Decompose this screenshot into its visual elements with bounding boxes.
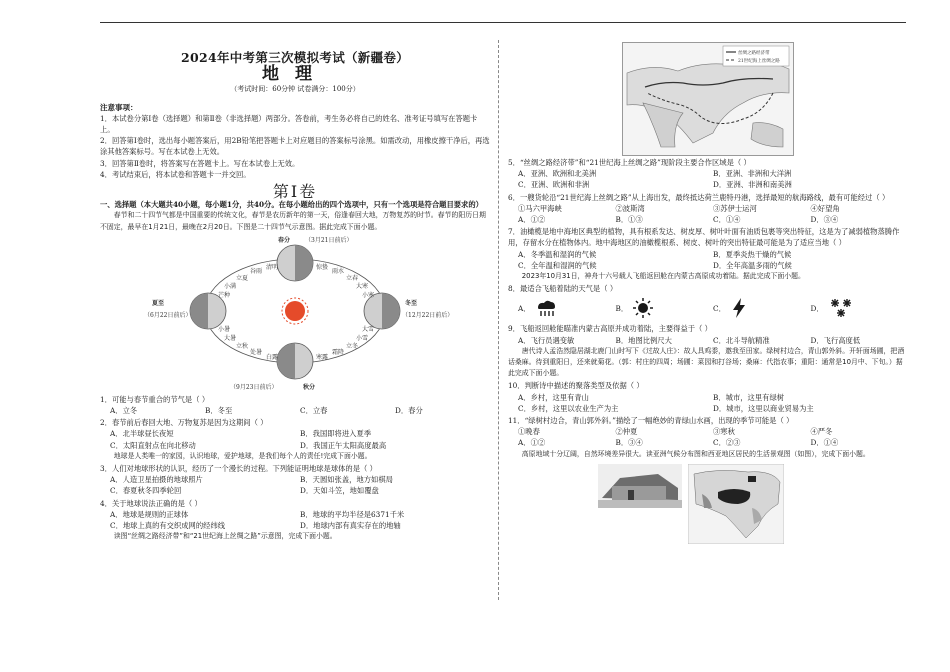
sub-item: ③寒秋 [713, 427, 735, 437]
term-label: 立夏 [236, 274, 249, 282]
note-item: 1．本试卷分第Ⅰ卷（选择题）和第Ⅱ卷（非选择题）两部分。答卷前，考生务必将自己的姓名、准考证号填写在答题卡上。 [100, 113, 478, 135]
term-label: 大暑 [224, 334, 237, 342]
lightning-icon [730, 297, 748, 319]
option-b[interactable]: B．③④ [615, 438, 643, 448]
option-c[interactable]: C．春夏秋冬四季轮回 [110, 486, 182, 496]
term-label: 惊蛰 [316, 263, 329, 271]
term-label: 小满 [224, 282, 237, 290]
options [508, 249, 908, 271]
term-label: 清明 [266, 263, 279, 271]
section-title: 第Ⅰ卷 [272, 182, 318, 202]
term-label: 小雪 [356, 334, 369, 342]
sub-item: ②仲夏 [615, 427, 638, 437]
term-label: 芒种 [218, 291, 231, 299]
sub-items [508, 426, 908, 437]
question-stem: 7．油橄榄是地中海地区典型的植物，具有根系发达、树皮厚、树叶叶面有油质包裹等突出特征，这是为了减弱植物蒸腾作用，存留水分在植物体内。地中海地区的油橄榄根系、树皮、树叶的突出特征最可能是为了适应当地（ ） [508, 227, 900, 248]
question-3 [100, 463, 490, 497]
sub-item: ④严冬 [810, 427, 833, 437]
options [100, 509, 490, 531]
options [100, 428, 490, 450]
options [508, 168, 908, 190]
sub-items [508, 203, 908, 214]
option-d[interactable]: D．我国正午太阳高度最高 [300, 440, 387, 450]
label-spring: 春分 [278, 236, 291, 244]
term-label: 小暑 [218, 325, 231, 333]
option-b[interactable]: B．地图比例尺大 [615, 335, 672, 345]
option-d[interactable]: D．①④ [810, 438, 839, 448]
option-b[interactable]: B．天圆如张盖，地方如棋局 [300, 475, 393, 485]
subject-title: 地理 [262, 64, 328, 85]
term-label: 霜降 [332, 348, 345, 356]
label-spring-date: （3月21日前后） [305, 236, 353, 244]
label-summer-date: （6月22日前后） [144, 311, 192, 319]
option-c[interactable]: C．全年温和湿润的气候 [518, 260, 597, 270]
term-label: 立冬 [346, 342, 359, 350]
option-a[interactable]: A．人造卫星拍摄的地球照片 [110, 475, 203, 485]
top-rule [100, 22, 906, 23]
option-b[interactable]: B．地球的平均半径是6371千米 [300, 509, 405, 519]
option-d[interactable]: D．③④ [810, 215, 839, 225]
option-c[interactable]: C．北斗导航精准 [713, 335, 770, 345]
notes-heading: 注意事项： [100, 102, 138, 112]
option-label: C． [713, 303, 726, 313]
note-item: 2．回答第Ⅰ卷时，选出每小题答案后，用2B铅笔把答题卡上对应题目的答案标号涂黑。如需改动，用橡皮擦干净后，再选涂其他答案标号。写在本试卷上无效。 [100, 136, 490, 157]
reading-passage: 2023年10月31日，神舟十六号载人飞船返回舱在内蒙古高原成功着陆。据此完成下面小题。 [521, 272, 805, 281]
reading-passage: 春节和二十四节气都是中国重要的传统文化，春节是农历新年的第一天，俗逢春回大地，万物复苏的时节。春节的阳历日期不固定，最早在1月21日，最晚在2月20日。下图是二十四节气示意图。据此完成下面小题。 [100, 211, 486, 231]
term-label: 处暑 [250, 348, 263, 356]
question-6 [508, 192, 908, 226]
label-autumn: 秋分 [303, 383, 316, 391]
option-c[interactable]: C．②③ [713, 438, 741, 448]
option-d[interactable]: D．天如斗笠，地如覆盘 [300, 486, 379, 496]
option-a[interactable]: A．乡村，这里有青山 [518, 392, 589, 402]
term-label: 谷雨 [250, 267, 263, 275]
option-c[interactable] [713, 297, 811, 319]
option-a[interactable]: A．飞行员遇变敏 [518, 335, 575, 345]
option-d[interactable] [811, 297, 909, 319]
reading-passage: 地球是人类唯一的家园，认识地球，爱护地球，是我们每个人的责任!完成下面小题。 [113, 451, 372, 460]
sub-item: ②波斯湾 [615, 203, 645, 213]
question-4 [100, 498, 490, 532]
option-c[interactable]: C．乡村，这里以农业生产为主 [518, 403, 619, 413]
dwelling-photo [598, 464, 682, 508]
options [508, 335, 908, 346]
question-11 [508, 415, 908, 449]
option-b[interactable]: B．城市，这里有绿树 [713, 392, 785, 402]
legend-sea: 21世纪海上丝绸之路 [738, 59, 780, 64]
option-b[interactable] [616, 297, 714, 319]
option-label: D． [810, 303, 824, 313]
option-d[interactable]: D．亚洲、非洲和南美洲 [713, 180, 792, 190]
question-stem: 8．最适合飞船着陆的天气是（ ） [508, 284, 618, 294]
option-b[interactable]: B．冬至 [205, 406, 233, 416]
reading-passage: 高原地域十分辽阔，自然环境差异很大。读亚洲气候分布图和西亚地区居民的生活景观图（如图），完成下面小题。 [521, 449, 870, 458]
option-d[interactable]: D．城市，这里以商业贸易为主 [713, 403, 814, 413]
left-column [100, 38, 490, 542]
question-stem: 1．可能与春节重合的节气是（ ） [100, 394, 210, 404]
exam-title: 2024年中考第三次模拟考试（新疆卷） [181, 50, 409, 65]
bottom-figures [598, 464, 908, 544]
options [100, 405, 490, 416]
asia-climate-map [688, 464, 784, 544]
option-label: B． [615, 303, 629, 313]
option-a[interactable]: A．①② [518, 438, 546, 448]
label-autumn-date: （9月23日前后） [230, 383, 278, 391]
option-c[interactable]: C．立春 [300, 406, 328, 416]
silk-road-map [622, 42, 794, 156]
snow-icon [828, 297, 854, 319]
term-label: 小寒 [362, 291, 375, 299]
option-b[interactable]: B．亚洲、非洲和大洋洲 [713, 169, 792, 179]
solar-terms-figure [100, 233, 490, 393]
question-stem: 10．判断诗中描述的聚落类型及依据（ ） [508, 381, 644, 391]
option-c[interactable]: C．亚洲、欧洲和非洲 [518, 180, 590, 190]
term-label: 雨水 [332, 267, 345, 275]
question-2 [100, 417, 490, 451]
term-label: 立秋 [236, 342, 249, 350]
sub-item: ③苏伊士运河 [713, 203, 757, 213]
legend-land: 丝绸之路经济带 [738, 51, 770, 56]
sun-icon [632, 297, 654, 319]
option-label: A． [518, 303, 531, 313]
option-a[interactable]: A．北半球昼长夜短 [110, 429, 174, 439]
option-a[interactable]: A．冬季温和湿润的气候 [518, 249, 597, 259]
rain-icon [535, 298, 557, 318]
question-stem: 3．人们对地球形状的认识，经历了一个漫长的过程。下列能证明地球是球体的是（ ） [100, 464, 377, 474]
note-item: 4．考试结束后，将本试卷和答题卡一并交回。 [100, 169, 251, 179]
exam-meta: （考试时间：60分钟 试卷满分：100分） [230, 85, 360, 94]
option-d[interactable]: D．地球内部有真实存在的地轴 [300, 521, 401, 531]
question-stem: 6．一艘货轮沿“21世纪海上丝绸之路”从上海出发，最终抵达荷兰鹿特丹港，选择最短的航海路线，最有可能经过（ ） [508, 192, 890, 202]
label-winter-date: （12月22日前后） [402, 311, 454, 319]
question-9 [508, 323, 908, 345]
note-item: 3．回答第Ⅱ卷时，将答案写在答题卡上。写在本试卷上无效。 [100, 158, 300, 168]
question-stem: 4．关于地球说法正确的是（ ） [100, 498, 202, 508]
label-winter: 冬至 [405, 299, 418, 307]
question-1 [100, 394, 490, 416]
term-label: 大雪 [362, 325, 375, 333]
options [508, 214, 908, 225]
question-10 [508, 380, 908, 414]
options [100, 474, 490, 496]
option-c[interactable]: C．地球上真的有交织成网的经纬线 [110, 521, 226, 531]
question-stem: 5．“丝绸之路经济带”和“21世纪海上丝绸之路”现阶段主要合作区域是（ ） [508, 158, 751, 167]
option-c[interactable]: C．①④ [713, 215, 741, 225]
label-summer: 夏至 [152, 299, 165, 307]
option-a[interactable]: A．地球是规则的正球体 [110, 509, 189, 519]
option-a[interactable] [518, 298, 616, 318]
reading-passage: 唐代诗人孟浩然隐居湖北鹿门山时写下《过故人庄》：故人具鸡黍，邀我至田家。绿树村边合，青山郭外斜。开轩面场圃，把酒话桑麻。待到重阳日，还来就菊花。（郭：村庄的四周；场圃：菜园和打谷场；桑麻：代指农事；重阳：通常是10月中、下旬。）据此完成下面小题。 [508, 346, 905, 378]
option-a[interactable]: A．①② [518, 215, 546, 225]
term-label: 寒露 [316, 353, 329, 361]
term-label: 大寒 [356, 282, 369, 290]
column-divider [498, 40, 499, 600]
option-b[interactable]: B．①③ [615, 215, 643, 225]
option-a[interactable]: A．亚洲、欧洲和北美洲 [518, 169, 597, 179]
question-stem: 11．“绿树村边合，青山郭外斜。”描绘了一幅绝妙的青绿山水画，出现的季节可能是（ ） [508, 416, 794, 426]
option-d[interactable]: D．春分 [395, 406, 423, 416]
sub-item: ①晚春 [518, 427, 540, 437]
right-column [508, 38, 908, 544]
question-7 [508, 226, 908, 271]
section-heading: 一、选择题（本大题共40小题，每小题1分，共40分。在每小题给出的四个选项中，只有一个选项是符合题目要求的） [100, 200, 483, 210]
sub-item: ④好望角 [810, 203, 840, 213]
term-label: 白露 [266, 353, 279, 361]
term-label: 立春 [346, 274, 359, 282]
question-stem: 9．飞船返回舱能瞄准内蒙古高原并成功着陆，主要得益于（ ） [508, 324, 712, 334]
question-stem: 2．春节前后春回大地、万物复苏是因为这期间（ ） [100, 418, 268, 428]
option-b[interactable]: B．夏季炎热干燥的气候 [713, 249, 792, 259]
option-d[interactable]: D．全年高温多雨的气候 [713, 260, 792, 270]
weather-options [508, 294, 908, 322]
option-a[interactable]: A．立冬 [110, 406, 138, 416]
sun-icon [285, 301, 305, 321]
question-8 [508, 283, 908, 322]
option-c[interactable]: C．太阳直射点在向北移动 [110, 440, 196, 450]
reading-passage: 读图“丝绸之路经济带”和“21世纪海上丝绸之路”示意图，完成下面小题。 [113, 532, 337, 541]
option-b[interactable]: B．我国即将进入夏季 [300, 429, 372, 439]
options [508, 437, 908, 448]
options [508, 392, 908, 414]
sub-item: ①马六甲海峡 [518, 203, 562, 213]
option-d[interactable]: D．飞行高度低 [810, 335, 861, 345]
question-5 [508, 157, 908, 191]
